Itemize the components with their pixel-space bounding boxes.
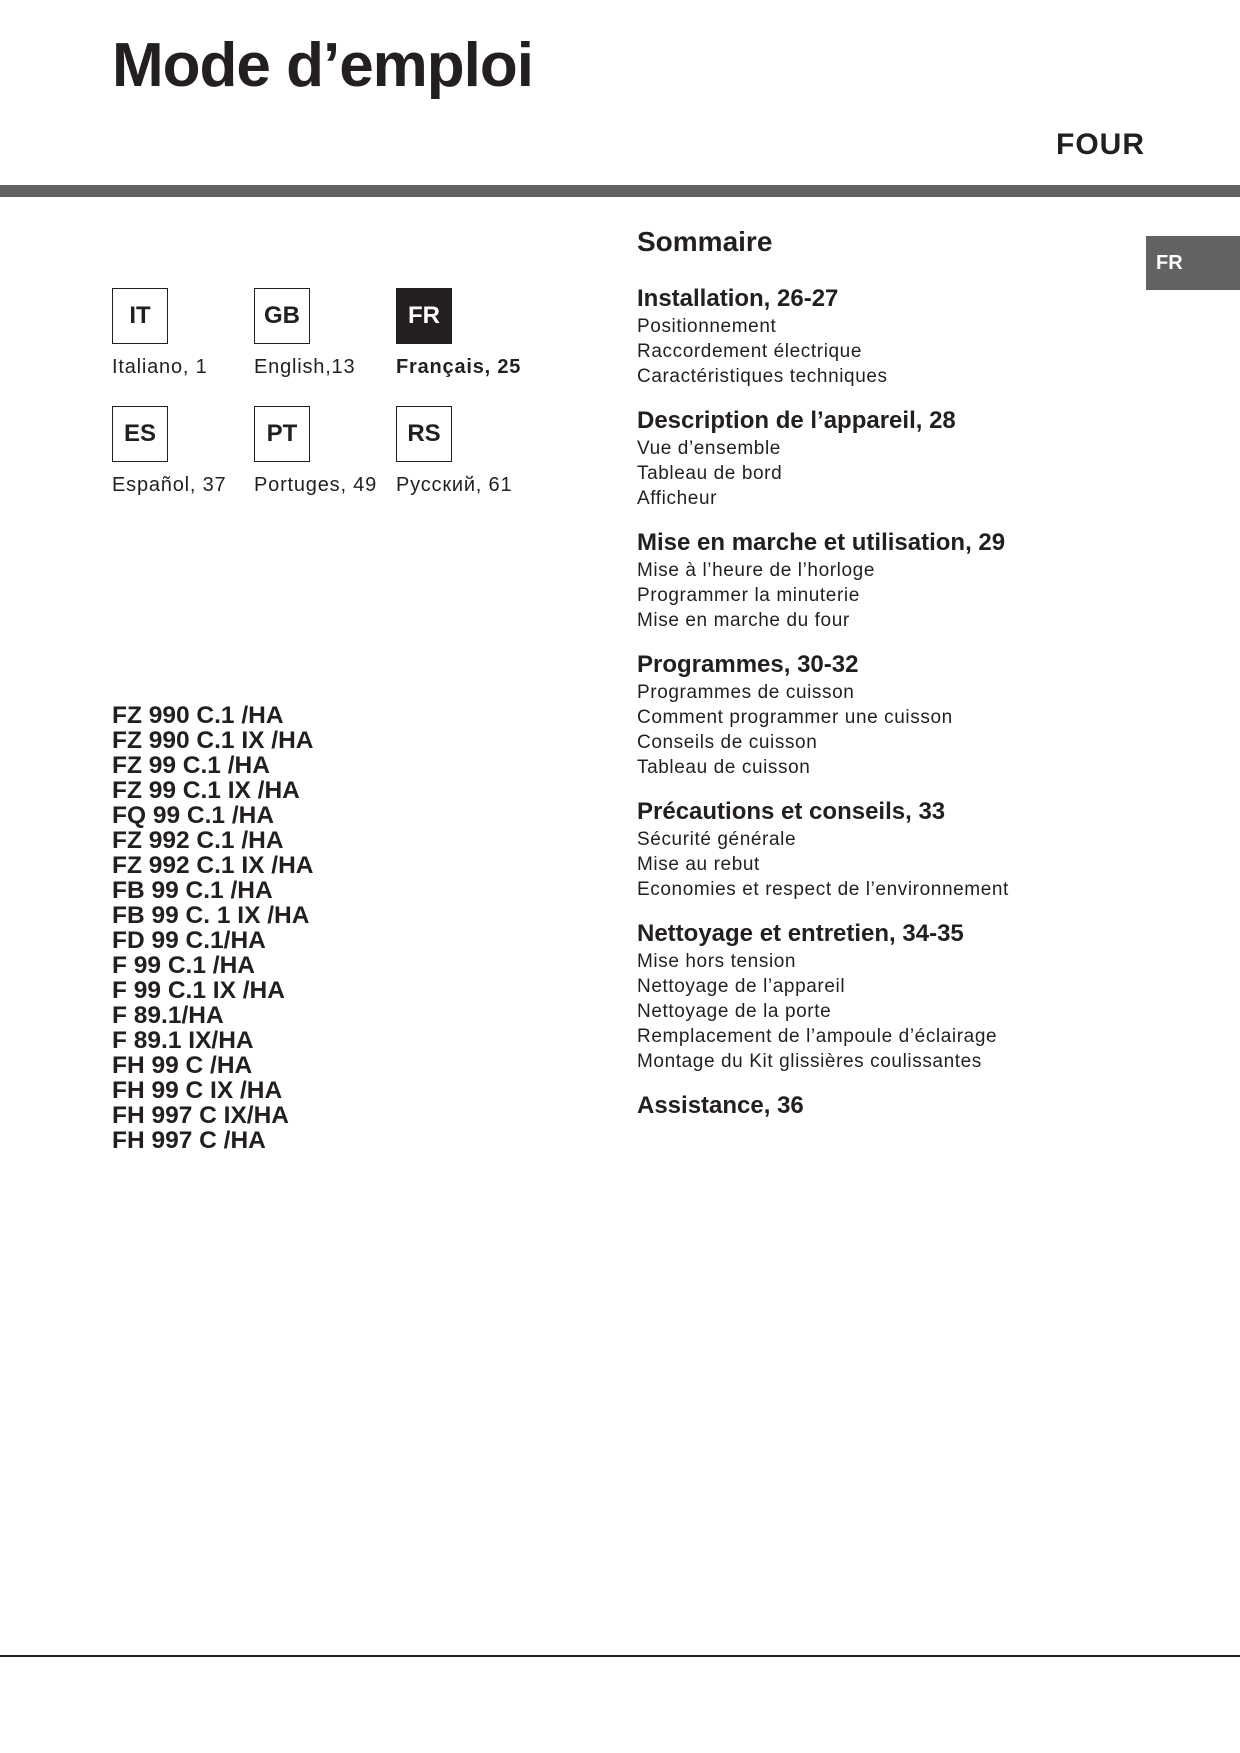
toc-item[interactable]: Raccordement électrique: [637, 341, 863, 362]
footer-divider: [0, 1655, 1240, 1657]
toc-item[interactable]: Sécurité générale: [637, 829, 797, 850]
model-item: FH 99 C /HA: [112, 1052, 253, 1079]
table-of-contents: [637, 222, 1107, 1138]
model-item: F 99 C.1 IX /HA: [112, 977, 285, 1004]
product-type: FOUR: [1056, 128, 1145, 161]
toc-heading[interactable]: Mise en marche et utilisation, 29: [637, 529, 1006, 556]
toc-item[interactable]: Afficheur: [637, 488, 718, 509]
model-item: FQ 99 C.1 /HA: [112, 802, 275, 829]
language-tab: [1146, 236, 1240, 290]
language-item-fr[interactable]: [396, 288, 546, 379]
toc-item[interactable]: Mise en marche du four: [637, 610, 850, 631]
toc-item[interactable]: Positionnement: [637, 316, 777, 337]
toc-heading[interactable]: Nettoyage et entretien, 34-35: [637, 920, 964, 947]
header-divider: [0, 185, 1240, 197]
model-item: F 89.1/HA: [112, 1002, 224, 1029]
model-item: FH 99 C IX /HA: [112, 1077, 283, 1104]
model-item: FZ 99 C.1 IX /HA: [112, 777, 300, 804]
toc-heading[interactable]: Description de l’appareil, 28: [637, 407, 956, 434]
toc-item[interactable]: Nettoyage de l’appareil: [637, 976, 846, 997]
toc-item[interactable]: Programmes de cuisson: [637, 682, 855, 703]
language-label: Italiano, 1: [112, 356, 208, 378]
toc-item[interactable]: Montage du Kit glissières coulissantes: [637, 1051, 982, 1072]
language-label: Portuges, 49: [254, 474, 378, 496]
model-item: FH 997 C IX/HA: [112, 1102, 289, 1129]
toc-heading[interactable]: Programmes, 30-32: [637, 651, 859, 678]
model-item: F 99 C.1 /HA: [112, 952, 255, 979]
toc-item[interactable]: Remplacement de l’ampoule d’éclairage: [637, 1026, 998, 1047]
toc-items: [637, 436, 1107, 511]
toc-section-installation: [637, 284, 1107, 389]
model-item: FB 99 C. 1 IX /HA: [112, 902, 310, 929]
model-item: FD 99 C.1/HA: [112, 927, 266, 954]
toc-item[interactable]: Mise hors tension: [637, 951, 797, 972]
language-label: English,13: [254, 356, 356, 378]
language-item-gb[interactable]: [254, 288, 404, 379]
toc-item[interactable]: Economies et respect de l’environnement: [637, 879, 1009, 900]
toc-items: [637, 949, 1107, 1074]
toc-items: [637, 314, 1107, 389]
document-title: Mode d’emploi: [112, 31, 533, 100]
language-code-box: PT: [254, 406, 310, 462]
toc-item[interactable]: Tableau de cuisson: [637, 757, 811, 778]
toc-items: [637, 680, 1107, 780]
toc-item[interactable]: Conseils de cuisson: [637, 732, 818, 753]
toc-section-description: [637, 406, 1107, 511]
toc-title: Sommaire: [637, 226, 773, 257]
toc-item[interactable]: Vue d’ensemble: [637, 438, 781, 459]
toc-section-cleaning: [637, 919, 1107, 1074]
language-item-it[interactable]: [112, 288, 262, 379]
toc-item[interactable]: Comment programmer une cuisson: [637, 707, 953, 728]
language-code-box: RS: [396, 406, 452, 462]
language-label: Русский, 61: [396, 474, 513, 496]
language-code-box-active: FR: [396, 288, 452, 344]
toc-item[interactable]: Programmer la minuterie: [637, 585, 860, 606]
toc-heading[interactable]: Installation, 26-27: [637, 285, 839, 312]
toc-heading[interactable]: Précautions et conseils, 33: [637, 798, 946, 825]
language-item-pt[interactable]: [254, 406, 404, 497]
toc-item[interactable]: Nettoyage de la porte: [637, 1001, 832, 1022]
toc-section-assistance: [637, 1091, 1107, 1121]
language-tab-label: FR: [1156, 251, 1183, 274]
language-item-rs[interactable]: [396, 406, 546, 497]
language-code-box: GB: [254, 288, 310, 344]
model-item: FZ 992 C.1 /HA: [112, 827, 284, 854]
toc-item[interactable]: Tableau de bord: [637, 463, 783, 484]
toc-items: [637, 558, 1107, 633]
model-item: FZ 992 C.1 IX /HA: [112, 852, 314, 879]
language-code-box: IT: [112, 288, 168, 344]
toc-item[interactable]: Caractéristiques techniques: [637, 366, 888, 387]
toc-heading[interactable]: Assistance, 36: [637, 1092, 804, 1119]
toc-section-programmes: [637, 650, 1107, 780]
language-label: Español, 37: [112, 474, 227, 496]
toc-items: [637, 827, 1107, 902]
language-label-active: Français, 25: [396, 356, 522, 378]
model-item: FH 997 C /HA: [112, 1127, 266, 1154]
toc-item[interactable]: Mise à l’heure de l’horloge: [637, 560, 875, 581]
language-item-es[interactable]: [112, 406, 262, 497]
model-item: F 89.1 IX/HA: [112, 1027, 254, 1054]
language-code-box: ES: [112, 406, 168, 462]
model-list: [112, 703, 314, 1153]
toc-item[interactable]: Mise au rebut: [637, 854, 760, 875]
toc-section-precautions: [637, 797, 1107, 902]
model-item: FB 99 C.1 /HA: [112, 877, 273, 904]
model-item: FZ 99 C.1 /HA: [112, 752, 270, 779]
toc-section-startup: [637, 528, 1107, 633]
model-item: FZ 990 C.1 /HA: [112, 702, 284, 729]
model-item: FZ 990 C.1 IX /HA: [112, 727, 314, 754]
